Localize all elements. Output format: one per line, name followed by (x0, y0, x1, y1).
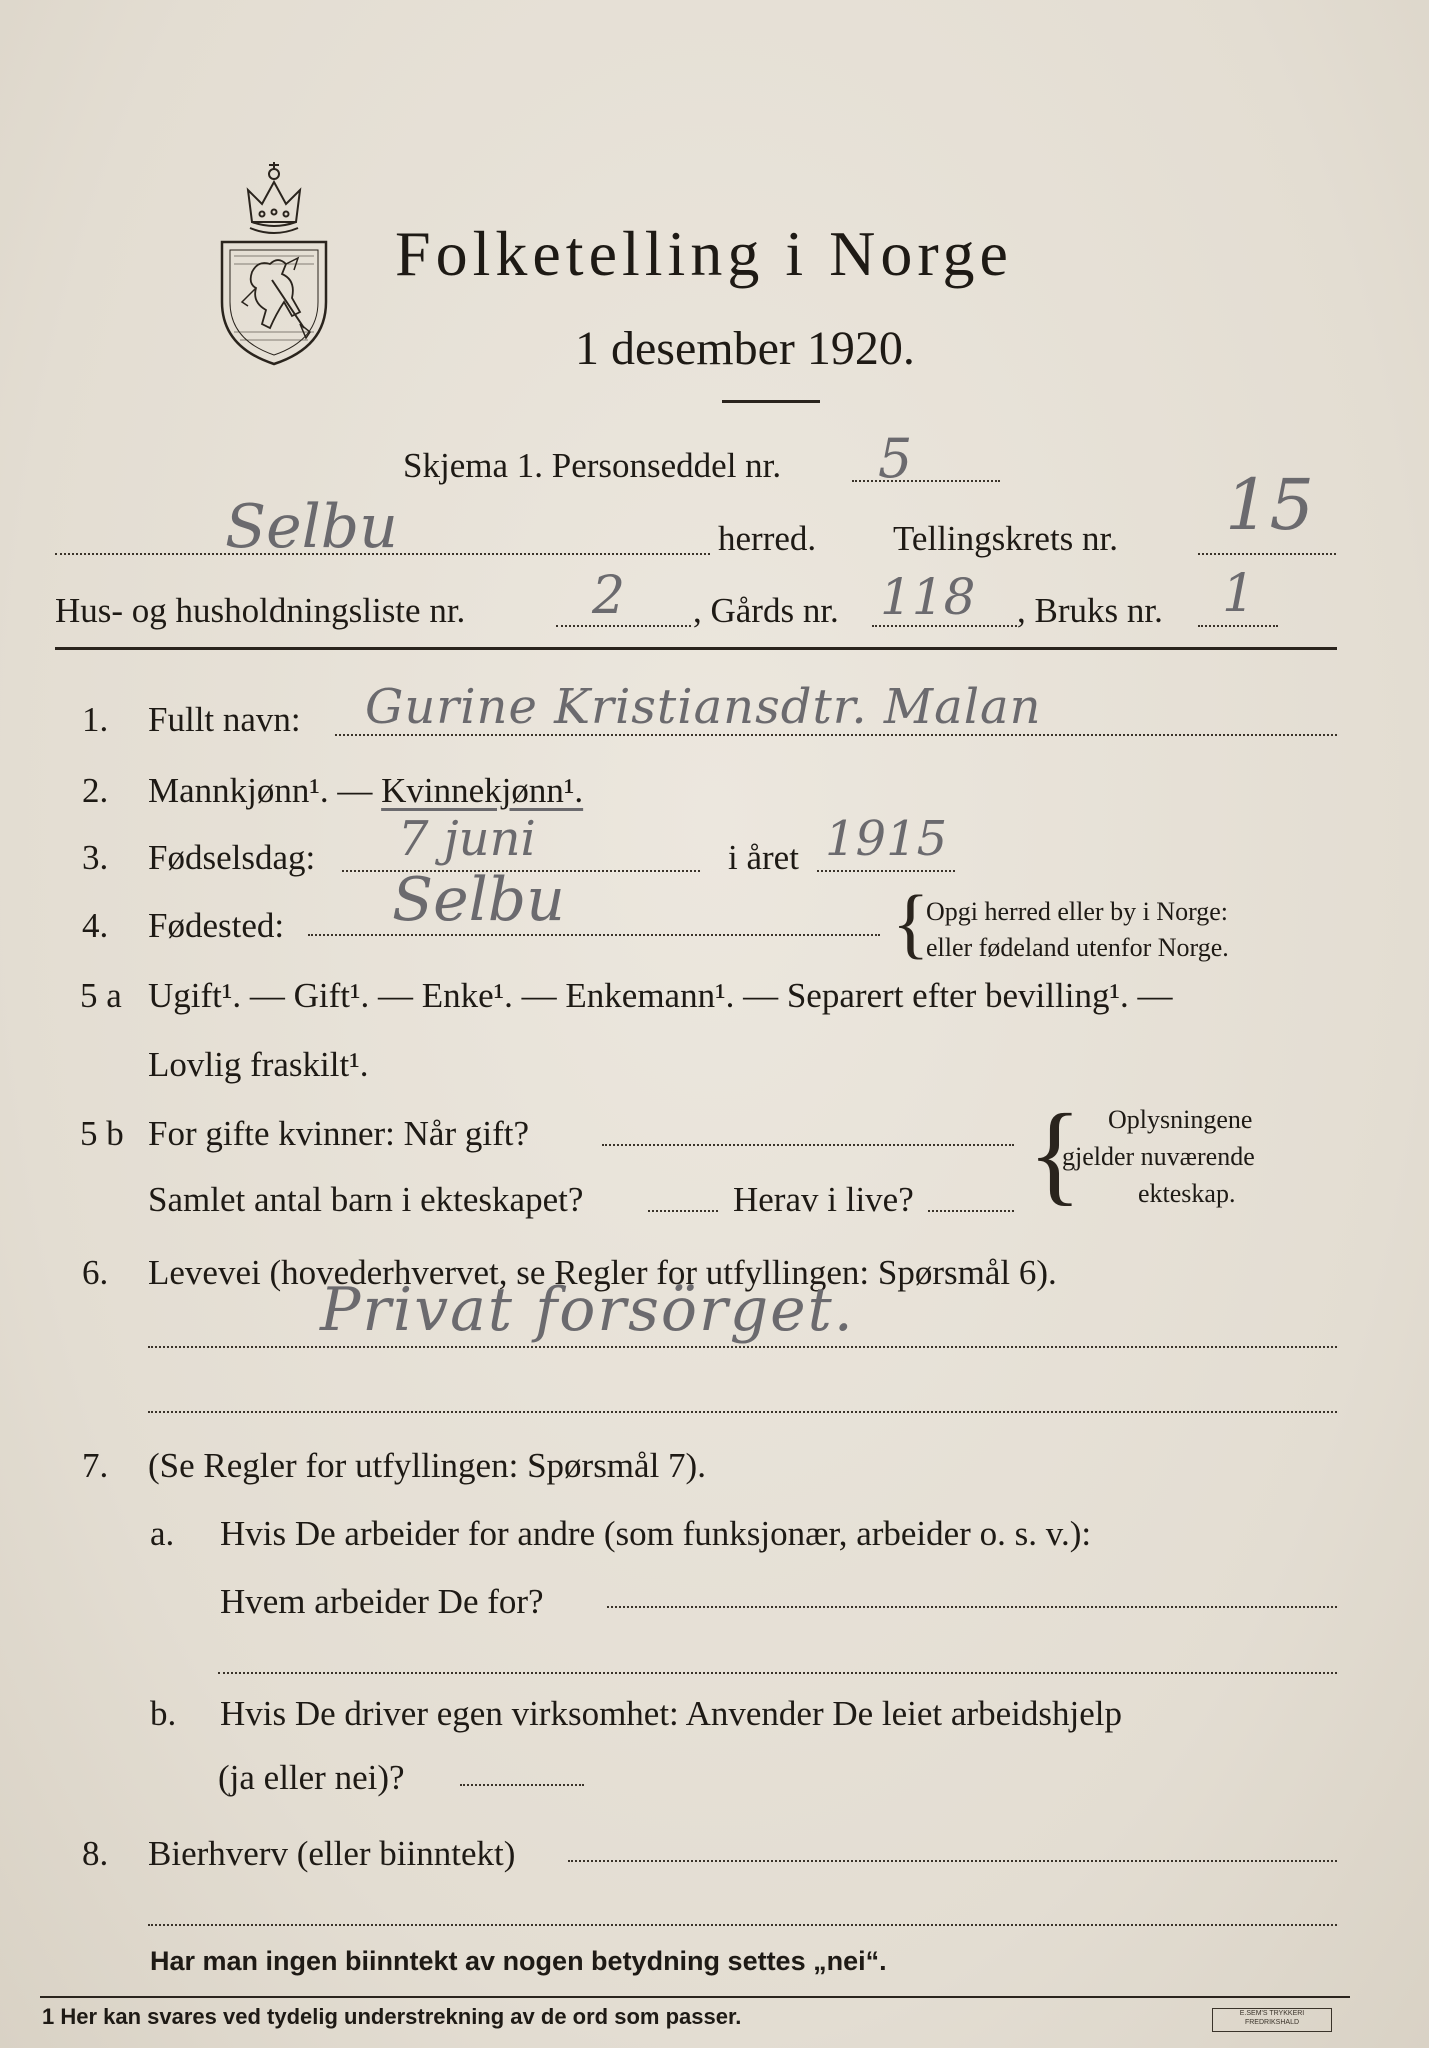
marital-status-options[interactable]: Ugift¹. — Gift¹. — Enke¹. — Enkemann¹. — Separert efter bevilling¹. — (148, 976, 1173, 1015)
tellingskrets-field-line (1198, 553, 1336, 555)
q7b-line1: Hvis De driver egen virksomhet: Anvender De leiet arbeidshjelp (220, 1694, 1122, 1733)
q8-label: Bierhverv (eller biinntekt) (148, 1834, 516, 1873)
personseddel-number-value[interactable]: 5 (878, 427, 913, 490)
q7b-letter: b. (150, 1694, 177, 1733)
section-divider (55, 647, 1337, 650)
q8-field-line (568, 1860, 1337, 1862)
marital-status-divorced-option[interactable]: Lovlig fraskilt¹. (148, 1045, 369, 1084)
bruks-label: , Bruks nr. (1017, 591, 1163, 630)
printer-stamp-line1: E.SEM'S TRYKKERI (1239, 2010, 1305, 2017)
q7a-field-line-1 (607, 1606, 1337, 1608)
herred-label: herred. (718, 519, 817, 558)
q5a-number: 5 a (80, 976, 122, 1015)
gards-value[interactable]: 118 (880, 568, 976, 626)
q5b-married-label: For gifte kvinner: Når gift? (148, 1114, 530, 1153)
q7a-line2: Hvem arbeider De for? (220, 1582, 544, 1621)
census-date: 1 desember 1920. (575, 322, 915, 375)
q5b-number: 5 b (80, 1114, 124, 1153)
male-option[interactable]: Mannkjønn¹. — (148, 771, 382, 810)
q1-label: Fullt navn: (148, 700, 301, 739)
title-divider (722, 400, 820, 403)
biinntekt-note: Har man ingen biinntekt av nogen betydning settes „nei“. (150, 1946, 887, 1976)
q5b-alive-label: Herav i live? (733, 1180, 914, 1219)
q7b-field-line (460, 1784, 584, 1786)
q7a-field-line-2 (218, 1672, 1337, 1674)
q5b-note-line2: gjelder nuværende (1062, 1142, 1255, 1171)
q4-number: 4. (82, 906, 109, 945)
footer-divider (40, 1996, 1350, 1998)
q8-field-line-2 (148, 1924, 1337, 1926)
husholdningsliste-label: Hus- og husholdningsliste nr. (55, 591, 466, 630)
birth-year-value[interactable]: 1915 (825, 811, 948, 867)
printer-stamp (1212, 2008, 1332, 2032)
female-option-underlined[interactable]: Kvinnekjønn¹. (381, 771, 584, 810)
birth-day-value[interactable]: 7 juni (398, 811, 536, 867)
q7b-line2: (ja eller nei)? (218, 1758, 405, 1797)
q7-label: (Se Regler for utfyllingen: Spørsmål 7). (148, 1446, 706, 1485)
q5b-brace: { (1028, 1092, 1082, 1216)
bruks-field-line (1198, 625, 1278, 627)
full-name-value[interactable]: Gurine Kristiansdtr. Malan (365, 679, 1042, 735)
q3-year-field-line (817, 870, 955, 872)
q2-number: 2. (82, 771, 109, 810)
coat-of-arms-icon (212, 152, 336, 367)
q6-field-line-2 (148, 1411, 1337, 1413)
q7-number: 7. (82, 1446, 109, 1485)
q5b-married-field-line (602, 1144, 1014, 1146)
gards-label: , Gårds nr. (693, 591, 839, 630)
q4-note-line2: eller fødeland utenfor Norge. (926, 933, 1229, 962)
q5b-children-label: Samlet antal barn i ekteskapet? (148, 1180, 584, 1219)
q5b-alive-field-line (928, 1210, 1014, 1212)
occupation-value[interactable]: Privat forsörget. (320, 1275, 855, 1345)
q1-number: 1. (82, 700, 109, 739)
q5b-children-field-line (648, 1210, 718, 1212)
q4-label: Fødested: (148, 906, 285, 945)
q4-brace: { (892, 879, 930, 966)
birthplace-value[interactable]: Selbu (392, 865, 565, 935)
tellingskrets-label: Tellingskrets nr. (893, 519, 1119, 558)
q4-note-line1: Opgi herred eller by i Norge: (926, 897, 1229, 926)
husholdningsliste-value[interactable]: 2 (592, 566, 626, 626)
printer-stamp-line2: FREDRIKSHALD (1244, 2019, 1300, 2026)
q7a-letter: a. (150, 1514, 175, 1553)
skjema-label: Skjema 1. Personseddel nr. (403, 446, 782, 485)
q5b-note-line1: Oplysningene (1108, 1105, 1253, 1134)
q6-number: 6. (82, 1253, 109, 1292)
q6-label: Levevei (hovederhvervet, se Regler for utfyllingen: Spørsmål 6). (148, 1253, 1057, 1292)
q3-year-label: i året (728, 838, 799, 877)
form-title: Folketelling i Norge (395, 218, 1013, 289)
tellingskrets-value[interactable]: 15 (1225, 464, 1315, 546)
footnote: 1 Her kan svares ved tydelig understrekning av de ord som passer. (42, 2004, 742, 2029)
q2-label (148, 773, 583, 808)
bruks-value[interactable]: 1 (1222, 564, 1256, 624)
q8-number: 8. (82, 1834, 109, 1873)
q3-number: 3. (82, 838, 109, 877)
q6-field-line-1 (148, 1346, 1337, 1348)
herred-value[interactable]: Selbu (225, 492, 398, 562)
q7a-line1: Hvis De arbeider for andre (som funksjonær, arbeider o. s. v.): (220, 1514, 1092, 1553)
q3-label: Fødselsdag: (148, 838, 316, 877)
skjema-field-line (852, 480, 1000, 482)
q5b-note-line3: ekteskap. (1138, 1179, 1236, 1208)
